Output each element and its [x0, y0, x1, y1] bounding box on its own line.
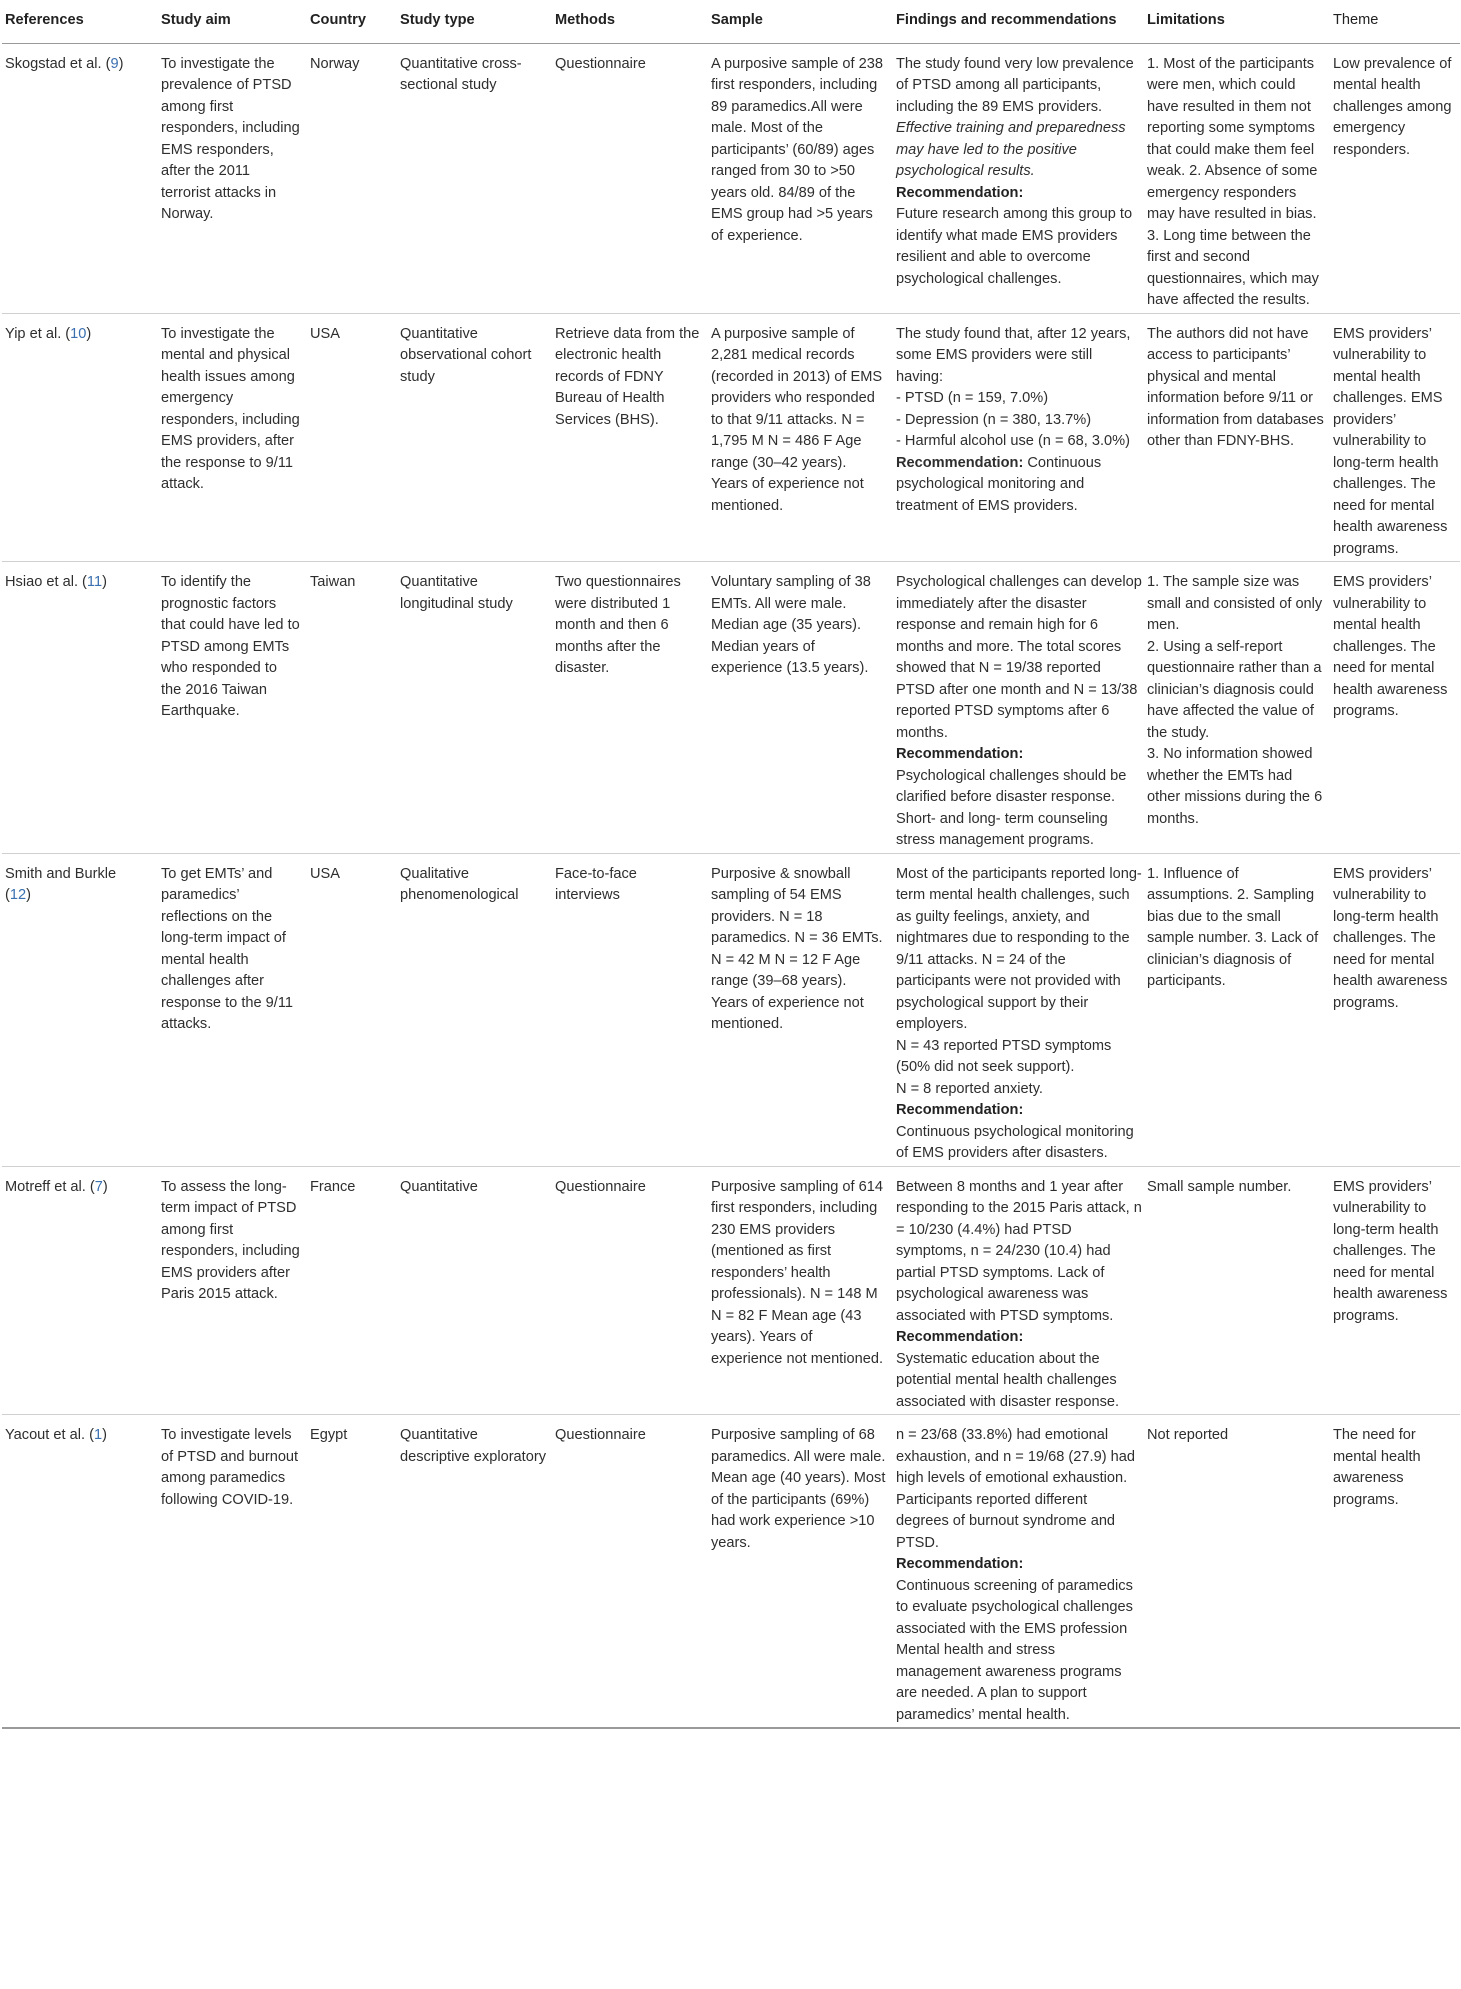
reference-cell: Hsiao et al. (11) — [5, 574, 107, 590]
theme-cell: Low prevalence of mental health challenges among emergency responders. — [1333, 55, 1452, 158]
citation-link[interactable]: 9 — [110, 55, 119, 72]
country-cell: Norway — [310, 55, 360, 72]
limitation-item: 2. Using a self-report questionnaire rather than a clinician’s diagnosis could have affected the value of the study. — [1147, 638, 1322, 741]
recommendation-text: Psychological challenges should be clarified before disaster response. Short- and long- term counseling stress management programs. — [896, 767, 1127, 848]
country-cell: Taiwan — [310, 574, 356, 590]
methods-cell: Retrieve data from the electronic health records of FDNY Bureau of Health Services (BHS). — [555, 325, 700, 428]
recommendation-label: Recommendation: — [896, 746, 1024, 762]
study-aim-cell: To investigate levels of PTSD and burnout among paramedics following COVID-19. — [161, 1427, 299, 1508]
study-type-cell: Quantitative observational cohort study — [400, 325, 532, 385]
header-limitations: Limitations — [1147, 12, 1225, 28]
header-findings: Findings and recommendations — [896, 12, 1117, 28]
methods-cell: Two questionnaires were distributed 1 month and then 6 months after the disaster. — [555, 574, 681, 676]
limitations-cell: The authors did not have access to participants’ physical and mental information before 9/11 or information from databases other than FDNY-BHS. — [1147, 325, 1324, 449]
recommendation-text: Continuous screening of paramedics to evaluate psychological challenges associated with the EMS profession Mental health and stress management awareness programs are needed. A plan to support paramedics’ mental health. — [896, 1577, 1133, 1723]
header-references: References — [5, 12, 84, 28]
citation-link[interactable]: 1 — [93, 1427, 103, 1443]
recommendation-label: Recommendation: — [896, 1102, 1024, 1118]
limitations-cell: Not reported — [1147, 1427, 1229, 1443]
sample-cell: Voluntary sampling of 38 EMTs. All were male. Median age (35 years). Median years of experience (13.5 years). — [711, 574, 871, 676]
header-theme: Theme — [1333, 12, 1379, 28]
header-sample: Sample — [711, 12, 763, 28]
recommendation-text: Systematic education about the potential mental health challenges associated with disaster response. — [896, 1350, 1120, 1410]
study-aim-cell: To get EMTs’ and paramedics’ reflections on the long-term impact of mental health challenges after response to the 9/11 attacks. — [161, 865, 293, 1032]
limitations-cell: 1. Influence of assumptions. 2. Sampling bias due to the small sample number. 3. Lack of clinician’s diagnosis of participants. — [1147, 865, 1319, 989]
country-cell: Egypt — [310, 1427, 348, 1443]
reference-cell: Yip et al. (10) — [5, 325, 92, 342]
sample-cell: Purposive sampling of 614 first responders, including 230 EMS providers (mentioned as first responders’ health professionals). N = 148 M N = 82 F Mean age (43 years). Years of experience not mentioned. — [711, 1178, 883, 1367]
theme-cell: EMS providers’ vulnerability to mental health challenges. The need for mental health awareness programs. — [1333, 574, 1448, 719]
evidence-table — [2, 4, 1460, 1729]
theme-cell: EMS providers’ vulnerability to long-term health challenges. The need for mental health awareness programs. — [1333, 865, 1448, 1011]
methods-cell: Questionnaire — [555, 1178, 646, 1195]
findings-italic: Effective training and preparedness may have led to the positive psychological results. — [896, 120, 1126, 179]
methods-cell: Questionnaire — [555, 1427, 646, 1443]
theme-cell: The need for mental health awareness programs. — [1333, 1427, 1421, 1508]
reference-cell: Yacout et al. (1) — [5, 1427, 107, 1443]
limitations-cell: Small sample number. — [1147, 1178, 1292, 1195]
recommendation-label: Recommendation: — [896, 184, 1024, 201]
header-study-type: Study type — [400, 12, 475, 28]
study-aim-cell: To assess the long-term impact of PTSD among first responders, including EMS providers after Paris 2015 attack. — [161, 1178, 300, 1302]
table-body — [2, 43, 1460, 1728]
study-type-cell: Quantitative cross-sectional study — [400, 55, 522, 93]
table-row — [2, 1166, 1460, 1415]
country-cell: USA — [310, 865, 341, 882]
finding-item: - Harmful alcohol use (n = 68, 3.0%) — [896, 433, 1131, 449]
table-row — [2, 43, 1460, 313]
methods-cell: Questionnaire — [555, 55, 646, 72]
recommendation-label: Recommendation: — [896, 1329, 1024, 1345]
reference-cell: Motreff et al. (7) — [5, 1178, 108, 1195]
sample-cell: A purposive sample of 2,281 medical records (recorded in 2013) of EMS providers who responded to that 9/11 attacks. N = 1,795 M N = 486 F Age range (30–42 years). Years of experience not mentioned. — [711, 325, 883, 514]
table-row — [2, 1415, 1460, 1729]
citation-link[interactable]: 7 — [94, 1178, 103, 1195]
study-aim-cell: To investigate the mental and physical health issues among emergency responders, including EMS providers, after the response to 9/11 attack. — [161, 325, 300, 492]
table-row — [2, 313, 1460, 562]
study-type-cell: Qualitative phenomenological — [400, 865, 519, 903]
limitations-cell: 1. Most of the participants were men, which could have resulted in them not reporting some symptoms that could make them feel weak. 2. Absence of some emergency responders may have resulted in bias. 3. Long time between the first and second questionnaires, which may have affected the results. — [1147, 55, 1319, 308]
citation-link[interactable]: 12 — [9, 887, 27, 903]
reference-cell: Smith and Burkle (12) — [5, 865, 117, 903]
recommendation-text: Continuous psychological monitoring of EMS providers after disasters. — [896, 1123, 1134, 1161]
finding-item: N = 8 reported anxiety. — [896, 1080, 1043, 1097]
sample-cell: Purposive sampling of 68 paramedics. All were male. Mean age (40 years). Most of the participants (69%) had work experience >10 years. — [711, 1427, 886, 1551]
methods-cell: Face-to-face interviews — [555, 865, 637, 903]
recommendation-text: Continuous psychological monitoring and treatment of EMS providers. — [896, 454, 1102, 514]
study-type-cell: Quantitative — [400, 1178, 478, 1195]
recommendation-label: Recommendation: — [896, 454, 1024, 471]
header-country: Country — [310, 12, 366, 28]
theme-cell: EMS providers’ vulnerability to mental health challenges. EMS providers’ vulnerability to long-term health challenges. The need for mental health awareness programs. — [1333, 325, 1448, 557]
country-cell: France — [310, 1178, 356, 1195]
findings-cell: Between 8 months and 1 year after responding to the 2015 Paris attack, n = 10/230 (4.4%) had PTSD symptoms, n = 24/230 (10.4) had partial PTSD symptoms. Lack of psychological awareness was associated with PTSD symptoms. Recommendation: Systematic education about the potential mental health challenges associated with disaster response. — [896, 1178, 1142, 1410]
recommendation-label: Recommendation: — [896, 1556, 1024, 1572]
findings-cell: Most of the participants reported long-term mental health challenges, such as guilty feelings, anxiety, and nightmares due to responding to the 9/11 attacks. N = 24 of the participants were not provided with psychological support by their employers. N = 43 reported PTSD symptoms (50% did not seek support). N = 8 reported anxiety. Recommendation: Continuous psychological monitoring of EMS providers after disasters. — [896, 865, 1142, 1161]
finding-item: - Depression (n = 380, 13.7%) — [896, 411, 1092, 428]
table-header — [2, 4, 1460, 43]
limitation-item: 3. No information showed whether the EMTs had other missions during the 6 months. — [1147, 746, 1323, 827]
study-aim-cell: To investigate the prevalence of PTSD among first responders, including EMS responders, after the 2011 terrorist attacks in Norway. — [161, 55, 300, 222]
limitation-item: 1. The sample size was small and consisted of only men. — [1147, 574, 1323, 633]
citation-link[interactable]: 11 — [86, 574, 103, 590]
findings-cell: Psychological challenges can develop immediately after the disaster response and remain high for 6 months and more. The total scores showed that N = 19/38 reported PTSD after one month and N = 13/38 reported PTSD symptoms after 6 months. Recommendation: Psychological challenges should be clarified before disaster response. Short- and long- term counseling stress management programs. — [896, 574, 1142, 848]
findings-cell: The study found that, after 12 years, some EMS providers were still having: - PTSD (n = 159, 7.0%) - Depression (n = 380, 13.7%) - Harmful alcohol use (n = 68, 3.0%) Recommendation: Continuous psychological monitoring and treatment of EMS providers. — [893, 313, 1144, 562]
finding-item: N = 43 reported PTSD symptoms (50% did not seek support). — [896, 1037, 1112, 1075]
reference-cell: Skogstad et al. (9) — [5, 55, 124, 72]
header-study-aim: Study aim — [161, 12, 231, 28]
theme-cell: EMS providers’ vulnerability to long-term health challenges. The need for mental health awareness programs. — [1333, 1178, 1448, 1324]
sample-cell: Purposive & snowball sampling of 54 EMS providers. N = 18 paramedics. N = 36 EMTs. N = 42 M N = 12 F Age range (39–68 years). Years of experience not mentioned. — [711, 865, 883, 1032]
table-row — [2, 562, 1460, 854]
study-aim-cell: To identify the prognostic factors that could have led to PTSD among EMTs who responded to the 2016 Taiwan Earthquake. — [161, 574, 300, 719]
limitations-cell — [1144, 562, 1330, 854]
study-type-cell: Quantitative descriptive exploratory — [400, 1427, 547, 1465]
finding-item: - PTSD (n = 159, 7.0%) — [896, 390, 1049, 406]
country-cell: USA — [310, 325, 341, 342]
citation-link[interactable]: 10 — [70, 325, 87, 342]
table-row — [2, 853, 1460, 1166]
header-methods: Methods — [555, 12, 615, 28]
sample-cell: A purposive sample of 238 first responders, including 89 paramedics.All were male. Most of the participants’ (60/89) ages ranged from 30 to >50 years old. 84/89 of the EMS group had >5 years of experience. — [711, 55, 883, 244]
study-type-cell: Quantitative longitudinal study — [400, 574, 513, 612]
findings-cell: The study found very low prevalence of PTSD among all participants, including the 89 EMS providers. Effective training and preparedness may have led to the positive psychological results. Recommendation: Future research among this group to identify what made EMS providers resilient and able to overcome psychological challenges. — [893, 43, 1144, 313]
recommendation-text: Future research among this group to identify what made EMS providers resilient and able to overcome psychological challenges. — [896, 206, 1133, 287]
findings-cell: n = 23/68 (33.8%) had emotional exhaustion, and n = 19/68 (27.9) had high levels of emotional exhaustion. Participants reported different degrees of burnout syndrome and PTSD. Recommendation: Continuous screening of paramedics to evaluate psychological challenges associated with the EMS profession Mental health and stress management awareness programs are needed. A plan to support paramedics’ mental health. — [893, 1415, 1144, 1729]
